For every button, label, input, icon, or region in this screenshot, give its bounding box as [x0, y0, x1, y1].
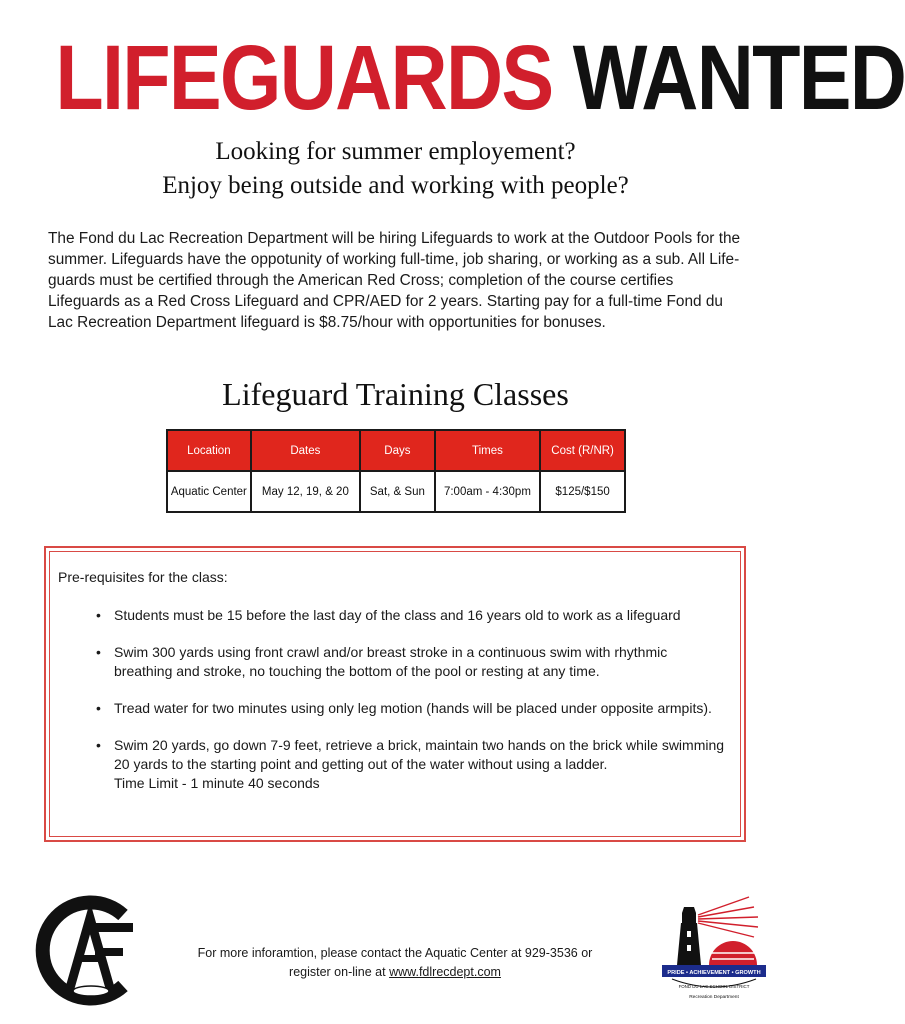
- headline-word-wanted: WANTED: [572, 27, 905, 129]
- training-table: [166, 429, 626, 513]
- cell-times: 7:00am - 4:30pm: [435, 471, 540, 512]
- website-link[interactable]: www.fdlrecdept.com: [389, 965, 501, 979]
- logo-arc-text: FOND DU LAC SCHOOL DISTRICT: [678, 984, 750, 989]
- lighthouse-logo: [654, 895, 772, 1015]
- header-times: Times: [435, 430, 540, 471]
- list-item-text: Swim 20 yards, go down 7-9 feet, retrieve a brick, maintain two hands on the brick while swimming: [114, 737, 725, 753]
- footer-line-1: For more inforamtion, please contact the Aquatic Center at 929-3536 or: [197, 946, 593, 960]
- intro-paragraph: The Fond du Lac Recreation Department will be hiring Lifeguards to work at the Outdoor Pools for the summer. Lifeguards have the oppotunity of working full-time, job sharing, or working as a sub. All Life-guards must be certified through the American Red Cross; completion of the course certifies Lifeguards as a Red Cross Lifeguard and CPR/AED for 2 years. Starting pay for a full-time Fond du Lac Recreation Department lifeguard is $8.75/hour with opportunities for bonuses.: [48, 230, 741, 331]
- list-item-text: Time Limit - 1 minute 40 seconds: [114, 775, 320, 791]
- footer-line-2-prefix: register on-line at: [289, 965, 390, 979]
- logo-banner-text: PRIDE • ACHIEVEMENT • GROWTH: [667, 970, 761, 976]
- list-item-text: 20 yards to the starting point and getting out of the water without using a ladder.: [114, 756, 608, 772]
- cell-dates: May 12, 19, & 20: [251, 471, 360, 512]
- list-item: [96, 699, 746, 718]
- prerequisites-list: [96, 606, 746, 811]
- header-dates: Dates: [251, 430, 360, 471]
- list-item-text: Swim 300 yards using front crawl and/or breast stroke in a continuous swim with rhythmic: [114, 644, 668, 660]
- headline-word-lifeguards: LIFEGUARDS: [55, 27, 553, 129]
- cell-days: Sat, & Sun: [360, 471, 435, 512]
- prerequisites-title: Pre-requisites for the class:: [58, 569, 228, 585]
- list-item: [96, 736, 746, 793]
- subheading-1: Looking for summer employement?: [215, 138, 576, 165]
- headline: [55, 27, 905, 129]
- bullet-icon: •: [96, 737, 101, 753]
- training-title: Lifeguard Training Classes: [222, 376, 569, 412]
- list-item: [96, 643, 746, 681]
- header-days: Days: [360, 430, 435, 471]
- logo-caption: Recreation Department: [689, 995, 739, 1000]
- bullet-icon: •: [96, 644, 101, 660]
- list-item-text: breathing and stroke, no touching the bottom of the pool or resting at any time.: [114, 663, 600, 679]
- list-item-text: Tread water for two minutes using only leg motion (hands will be placed under opposite armpits).: [114, 700, 712, 716]
- footer-line-2: [190, 963, 600, 982]
- table-row: [167, 471, 625, 512]
- list-item: [96, 606, 746, 625]
- bullet-icon: •: [96, 607, 101, 623]
- header-cost: Cost (R/NR): [540, 430, 625, 471]
- header-location: Location: [167, 430, 251, 471]
- subheading-2: Enjoy being outside and working with people?: [162, 172, 629, 199]
- cell-location: Aquatic Center: [167, 471, 251, 512]
- cell-cost: $125/$150: [540, 471, 625, 512]
- table-header-row: [167, 430, 625, 471]
- footer: [190, 944, 600, 982]
- cfa-monogram-logo: [35, 893, 145, 1008]
- list-item-text: Students must be 15 before the last day of the class and 16 years old to work as a lifeguard: [114, 607, 681, 623]
- bullet-icon: •: [96, 700, 101, 716]
